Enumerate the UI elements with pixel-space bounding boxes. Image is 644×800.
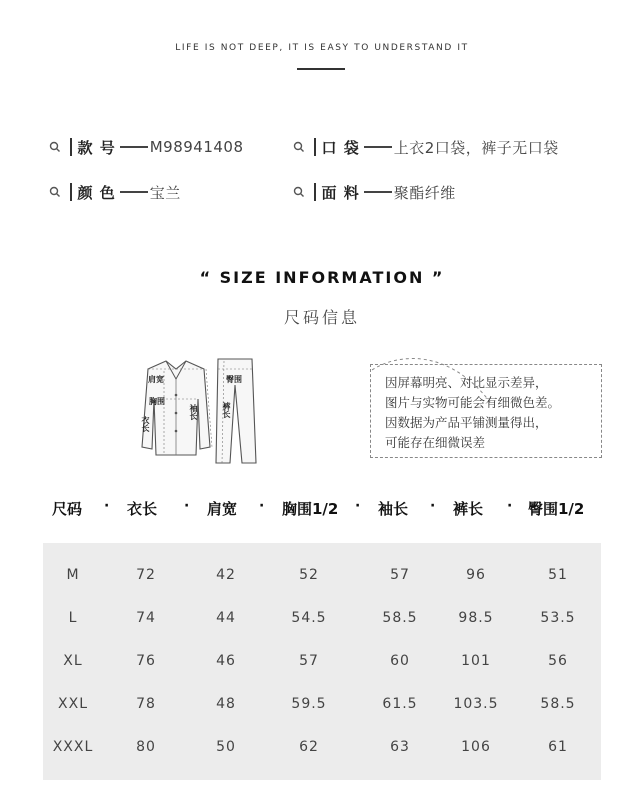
header-separator: · xyxy=(259,498,265,514)
magnifier-icon xyxy=(292,140,306,154)
header-length: 衣长 xyxy=(127,500,158,518)
header-sleeve: 袖长 xyxy=(378,500,409,518)
spec-label: 口 袋 xyxy=(321,138,360,157)
label-hip: 臀围 xyxy=(226,375,242,384)
note-line: 因屏幕明亮、对比显示差异， xyxy=(385,375,548,390)
spec-label: 款 号 xyxy=(77,138,116,157)
table-cell: 96 xyxy=(466,567,486,583)
spec-dash xyxy=(364,146,392,147)
label-chest: 胸围 xyxy=(149,397,165,406)
table-cell: 51 xyxy=(548,567,568,583)
spec-label: 面 料 xyxy=(321,183,360,202)
header-separator: · xyxy=(355,498,361,514)
spec-value: M98941408 xyxy=(149,138,244,156)
header-separator: · xyxy=(430,498,436,514)
note-line: 可能存在细微误差 xyxy=(385,435,486,450)
label-length: 衣长 xyxy=(141,416,150,432)
label-sleeve: 袖长 xyxy=(189,404,198,420)
header-separator: · xyxy=(507,498,513,514)
table-cell: 59.5 xyxy=(291,696,327,712)
tagline: LIFE IS NOT DEEP, IT IS EASY TO UNDERSTAND IT xyxy=(175,43,469,53)
table-cell: 56 xyxy=(548,653,568,669)
size-table-header xyxy=(0,498,644,522)
table-cell: 42 xyxy=(216,567,236,583)
table-cell: 62 xyxy=(299,739,319,755)
table-cell: 76 xyxy=(136,653,156,669)
table-cell: 80 xyxy=(136,739,156,755)
table-cell-size: L xyxy=(68,610,78,626)
spec-bar xyxy=(70,138,72,156)
header-size: 尺码 xyxy=(52,500,83,518)
table-cell-size: XXL xyxy=(58,696,88,712)
table-cell: 53.5 xyxy=(540,610,576,626)
spec-item-pockets xyxy=(292,135,559,159)
magnifier-icon xyxy=(292,185,306,199)
spec-label: 颜 色 xyxy=(77,183,116,202)
header-hip: 臀围1/2 xyxy=(528,500,585,518)
table-cell: 61 xyxy=(548,739,568,755)
note-line: 图片与实物可能会有细微色差。 xyxy=(385,395,561,410)
table-cell: 48 xyxy=(216,696,236,712)
table-cell: 57 xyxy=(299,653,319,669)
table-cell: 50 xyxy=(216,739,236,755)
spec-dash xyxy=(120,191,148,192)
table-cell: 78 xyxy=(136,696,156,712)
table-cell: 61.5 xyxy=(382,696,418,712)
table-cell: 46 xyxy=(216,653,236,669)
spec-bar xyxy=(314,138,316,156)
table-cell: 52 xyxy=(299,567,319,583)
label-shoulder: 肩宽 xyxy=(148,375,164,384)
spec-value: 聚酯纤维 xyxy=(393,183,456,202)
spec-item-fabric xyxy=(292,180,456,204)
table-cell: 54.5 xyxy=(291,610,327,626)
spec-value: 宝兰 xyxy=(149,183,181,202)
table-cell: 57 xyxy=(390,567,410,583)
table-cell: 58.5 xyxy=(540,696,576,712)
table-cell: 74 xyxy=(136,610,156,626)
magnifier-icon xyxy=(48,185,62,199)
spec-dash xyxy=(120,146,148,147)
note-line: 因数据为产品平铺测量得出， xyxy=(385,415,548,430)
label-pants-length: 裤长 xyxy=(222,402,231,418)
disclaimer-note xyxy=(370,364,602,458)
header-separator: · xyxy=(184,498,190,514)
table-cell: 98.5 xyxy=(458,610,494,626)
table-cell: 58.5 xyxy=(382,610,418,626)
table-cell: 63 xyxy=(390,739,410,755)
magnifier-icon xyxy=(48,140,62,154)
spec-bar xyxy=(70,183,72,201)
table-cell: 72 xyxy=(136,567,156,583)
table-cell: 103.5 xyxy=(453,696,499,712)
table-cell: 101 xyxy=(461,653,491,669)
table-cell-size: XL xyxy=(63,653,83,669)
spec-item-color xyxy=(48,180,181,204)
header-shoulder: 肩宽 xyxy=(207,500,238,518)
size-info-title: “ SIZE INFORMATION ” xyxy=(199,268,445,287)
header-chest: 胸围1/2 xyxy=(282,500,339,518)
size-table xyxy=(43,543,601,780)
table-cell: 44 xyxy=(216,610,236,626)
table-cell: 106 xyxy=(461,739,491,755)
header-separator: · xyxy=(104,498,110,514)
spec-dash xyxy=(364,191,392,192)
table-cell: 60 xyxy=(390,653,410,669)
spec-value: 上衣2口袋，裤子无口袋 xyxy=(393,138,559,157)
size-info-subtitle: 尺码信息 xyxy=(283,308,360,327)
spec-bar xyxy=(314,183,316,201)
table-cell-size: XXXL xyxy=(52,739,94,755)
table-cell-size: M xyxy=(66,567,80,583)
header-pants-length: 裤长 xyxy=(453,500,484,518)
tagline-divider xyxy=(297,68,345,70)
spec-item-style-number xyxy=(48,135,244,159)
